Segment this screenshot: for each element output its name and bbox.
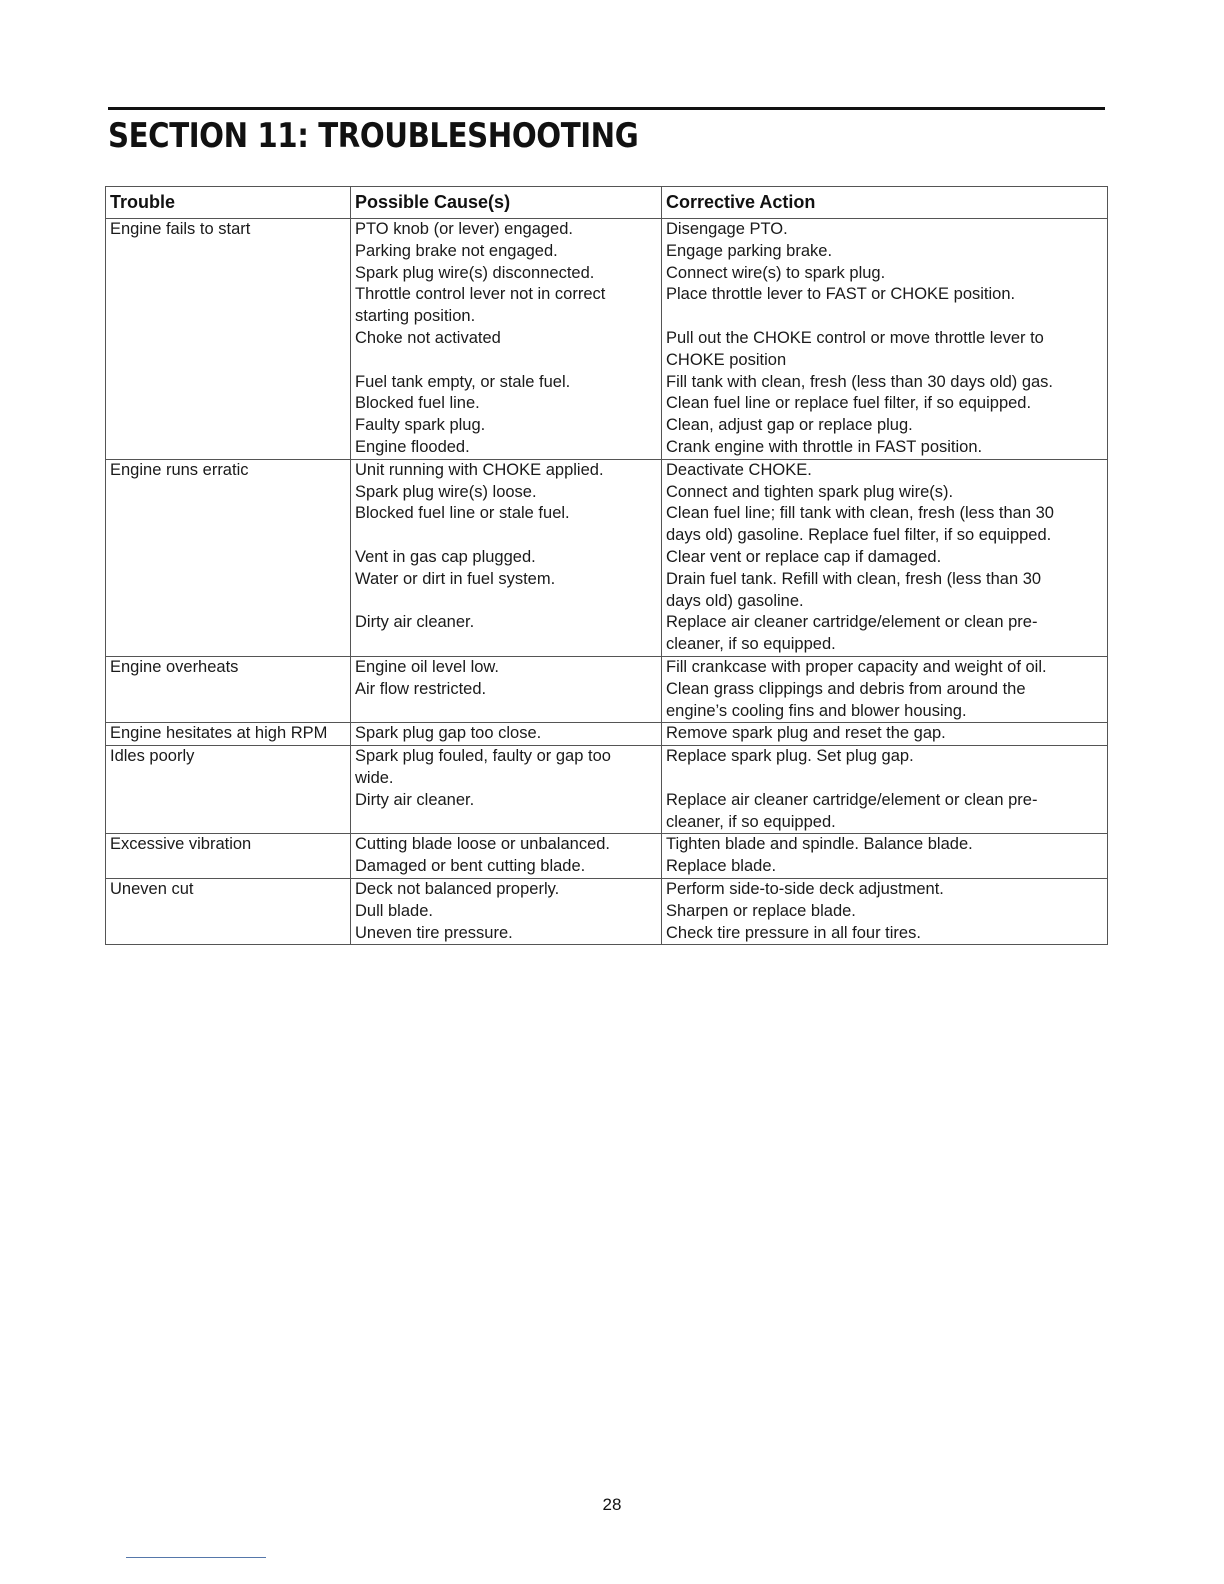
cause-cell: Throttle control lever not in correct starting position. [351,284,662,328]
cause-cell: Engine oil level low. [351,656,662,678]
table-header-row [106,187,1108,219]
trouble-group [106,219,1108,460]
action-cell: Engage parking brake. [662,241,1108,263]
cause-cell: Damaged or bent cutting blade. [351,856,662,878]
trouble-group [106,459,1108,656]
cause-cell: Faulty spark plug. [351,415,662,437]
action-cell: Replace blade. [662,856,1108,878]
action-cell: Replace spark plug. Set plug gap. [662,746,1108,790]
section-title: SECTION 11: TROUBLESHOOTING [108,116,639,156]
cause-cell: Dirty air cleaner. [351,612,662,656]
cause-cell: Choke not activated [351,328,662,372]
action-cell: Drain fuel tank. Refill with clean, fresh (less than 30 days old) gasoline. [662,569,1108,613]
action-cell: Disengage PTO. [662,219,1108,241]
cause-cell: Deck not balanced properly. [351,878,662,900]
cause-cell: Parking brake not engaged. [351,241,662,263]
cause-cell: Vent in gas cap plugged. [351,547,662,569]
action-cell: Clean grass clippings and debris from around the engine’s cooling fins and blower housing. [662,679,1108,723]
table-row [106,656,1108,678]
cause-cell: Uneven tire pressure. [351,923,662,945]
cause-cell: Unit running with CHOKE applied. [351,459,662,481]
table-row [106,878,1108,900]
header-corrective-action: Corrective Action [662,187,1108,219]
action-cell: Connect wire(s) to spark plug. [662,263,1108,285]
action-cell: Clean fuel line or replace fuel filter, if so equipped. [662,393,1108,415]
action-cell: Clean fuel line; fill tank with clean, fresh (less than 30 days old) gasoline. Replace fuel filter, if so equipped. [662,503,1108,547]
cause-cell: Blocked fuel line. [351,393,662,415]
table-row [106,746,1108,790]
trouble-group [106,834,1108,879]
header-trouble: Trouble [106,187,351,219]
cause-cell: Cutting blade loose or unbalanced. [351,834,662,856]
action-cell: Check tire pressure in all four tires. [662,923,1108,945]
cause-cell: Spark plug wire(s) disconnected. [351,263,662,285]
trouble-group [106,656,1108,722]
action-cell: Place throttle lever to FAST or CHOKE position. [662,284,1108,328]
table-row [106,723,1108,746]
action-cell: Sharpen or replace blade. [662,901,1108,923]
table-row [106,834,1108,856]
trouble-group [106,723,1108,746]
cause-cell: Air flow restricted. [351,679,662,723]
cause-cell: Fuel tank empty, or stale fuel. [351,372,662,394]
action-cell: Remove spark plug and reset the gap. [662,723,1108,746]
troubleshooting-table [105,186,1108,945]
action-cell: Perform side-to-side deck adjustment. [662,878,1108,900]
action-cell: Replace air cleaner cartridge/element or clean pre- cleaner, if so equipped. [662,612,1108,656]
trouble-cell: Idles poorly [106,746,351,834]
trouble-cell: Engine hesitates at high RPM [106,723,351,746]
trouble-cell: Excessive vibration [106,834,351,879]
action-cell: Tighten blade and spindle. Balance blade. [662,834,1108,856]
action-cell: Deactivate CHOKE. [662,459,1108,481]
action-cell: Replace air cleaner cartridge/element or clean pre- cleaner, if so equipped. [662,790,1108,834]
cause-cell: PTO knob (or lever) engaged. [351,219,662,241]
cause-cell: Engine flooded. [351,437,662,459]
cause-cell: Spark plug wire(s) loose. [351,482,662,504]
trouble-cell: Engine overheats [106,656,351,722]
table-row [106,219,1108,241]
cause-cell: Spark plug fouled, faulty or gap too wide. [351,746,662,790]
action-cell: Clear vent or replace cap if damaged. [662,547,1108,569]
action-cell: Fill crankcase with proper capacity and weight of oil. [662,656,1108,678]
action-cell: Pull out the CHOKE control or move throttle lever to CHOKE position [662,328,1108,372]
cause-cell: Dirty air cleaner. [351,790,662,834]
action-cell: Fill tank with clean, fresh (less than 30 days old) gas. [662,372,1108,394]
trouble-cell: Engine runs erratic [106,459,351,656]
footer-rule [126,1557,266,1558]
cause-cell: Water or dirt in fuel system. [351,569,662,613]
cause-cell: Spark plug gap too close. [351,723,662,746]
table-row [106,459,1108,481]
trouble-group [106,746,1108,834]
cause-cell: Blocked fuel line or stale fuel. [351,503,662,547]
trouble-group [106,878,1108,944]
trouble-cell: Uneven cut [106,878,351,944]
page-number: 28 [602,1495,622,1514]
action-cell: Clean, adjust gap or replace plug. [662,415,1108,437]
cause-cell: Dull blade. [351,901,662,923]
section-top-rule [108,107,1105,110]
header-possible-causes: Possible Cause(s) [351,187,662,219]
trouble-cell: Engine fails to start [106,219,351,460]
action-cell: Connect and tighten spark plug wire(s). [662,482,1108,504]
action-cell: Crank engine with throttle in FAST position. [662,437,1108,459]
